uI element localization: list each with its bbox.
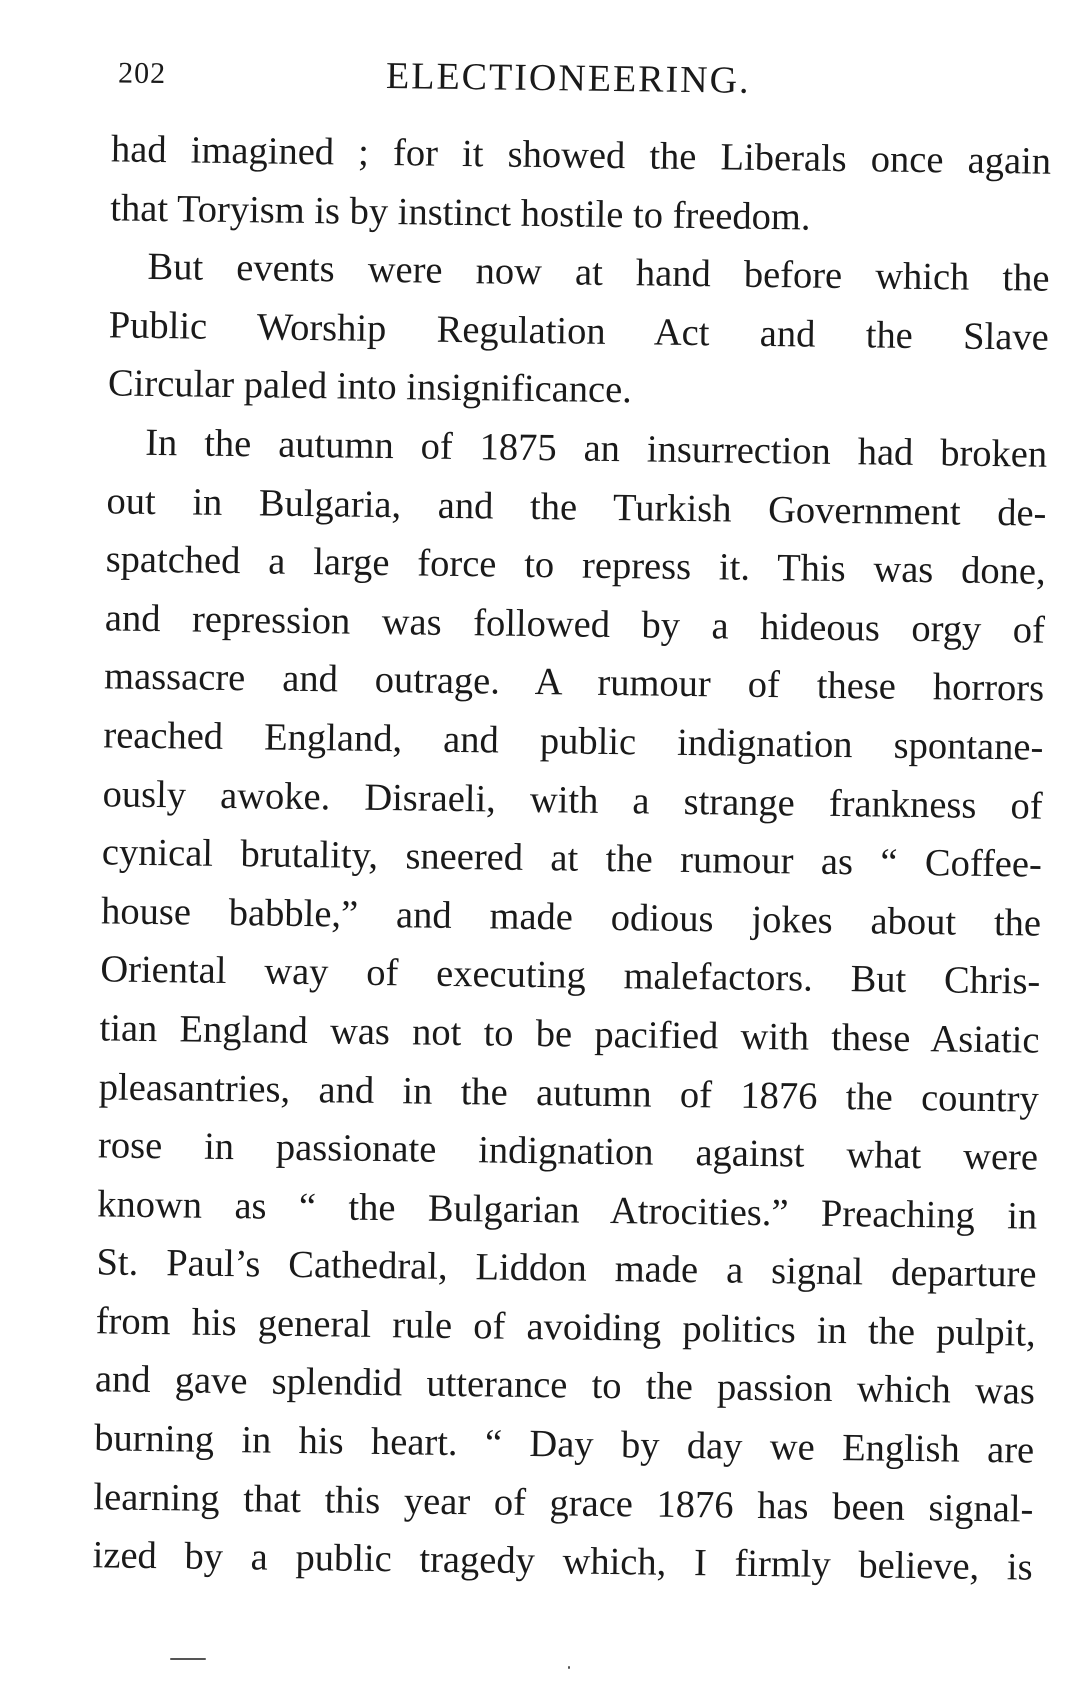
text-line: burning in his heart. “ Day by day we English are <box>93 1417 1035 1472</box>
text-line: had imagined ; for it showed the Liberals once again <box>110 128 1052 183</box>
text-line: In the autumn of 1875 an insurrection had broken <box>144 421 1048 476</box>
text-line: St. Paul’s Cathedral, Liddon made a signal departure <box>96 1241 1037 1296</box>
text-line: pleasantries, and in the autumn of 1876 the country <box>98 1065 1040 1121</box>
text-line: tian England was not to be pacified with these Asiatic <box>99 1007 1040 1062</box>
text-line: learning that this year of grace 1876 has been signal- <box>93 1475 1034 1531</box>
text-line: Circular paled into insignificance. <box>107 362 633 412</box>
running-head: ELECTIONEERING. <box>385 55 751 102</box>
scan-speck <box>170 1658 206 1660</box>
text-line: spatched a large force to repress it. This was done, <box>105 538 1046 593</box>
text-line: that Toryism is by instinct hostile to freedom. <box>110 187 811 239</box>
body-text <box>92 120 1051 1597</box>
text-line: out in Bulgaria, and the Turkish Government de- <box>106 479 1047 535</box>
text-line: house babble,” and made odious jokes about the <box>100 890 1042 945</box>
text-line: Public Worship Regulation Act and the Slave <box>108 304 1049 359</box>
text-line: ized by a public tragedy which, I firmly believe, is <box>92 1534 1033 1589</box>
text-line: rose in passionate indignation against what were <box>97 1124 1039 1179</box>
text-line: and gave splendid utterance to the passion which was <box>94 1358 1036 1414</box>
text-line: and repression was followed by a hideous orgy of <box>104 597 1046 652</box>
text-line: known as “ the Bulgarian Atrocities.” Preaching in <box>97 1183 1038 1238</box>
scan-speck <box>568 1666 570 1669</box>
text-line: cynical brutality, sneered at the rumour as “ Coffee- <box>101 831 1043 886</box>
text-line: ously awoke. Disraeli, with a strange frankness of <box>102 772 1043 828</box>
text-line: Oriental way of executing malefactors. But Chris- <box>100 948 1041 1003</box>
text-line: reached England, and public indignation spontane- <box>103 714 1044 769</box>
text-line: from his general rule of avoiding politics in the pulpit, <box>95 1300 1036 1355</box>
text-line: massacre and outrage. A rumour of these horrors <box>103 655 1045 711</box>
page-number: 202 <box>117 56 167 91</box>
page-header <box>118 50 1009 122</box>
text-line: But events were now at hand before which the <box>147 246 1050 300</box>
